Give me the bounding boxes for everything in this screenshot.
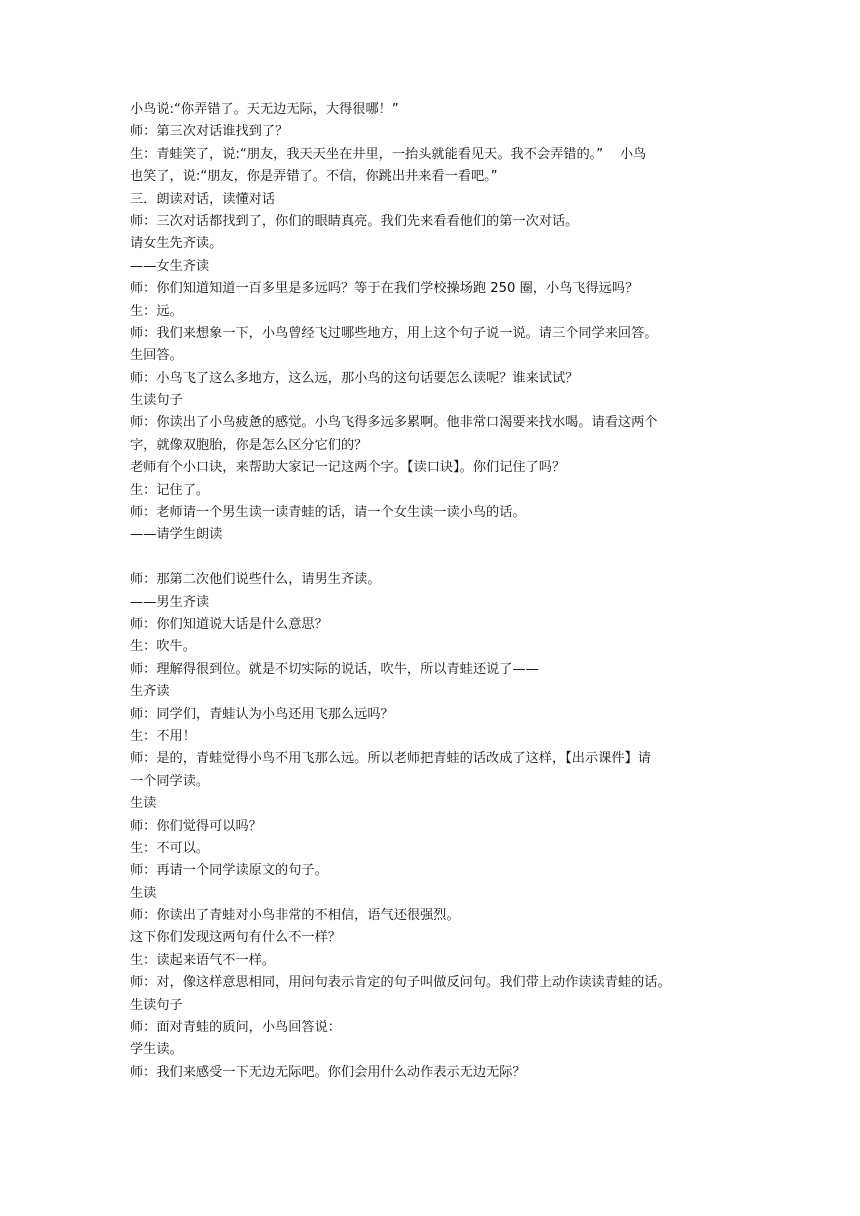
text-line: 师：你读出了青蛙对小鸟非常的不相信，语气还很强烈。 [130,908,460,924]
text-line: 生回答。 [130,348,183,364]
text-line: 也笑了，说:“朋友，你是弄错了。不信，你跳出井来看一看吧。” [130,169,498,185]
text-line: 生：读起来语气不一样。 [130,952,276,968]
text-line: 师：我们来想象一下，小鸟曾经飞过哪些地方，用上这个句子说一说。请三个同学来回答。 [130,325,658,341]
text-line: 生：不用！ [130,728,196,744]
section-heading: 三．朗读对话，读懂对话 [130,191,276,207]
text-line: 师：第三次对话谁找到了？ [130,124,289,140]
text-line: 小鸟说:“你弄错了。天无边无际，大得很哪！” [130,102,399,117]
text-line: 生齐读 [130,684,170,700]
text-line: 生读句子 [130,393,183,409]
text-line: 生读句子 [130,997,183,1013]
text-line: 师：你们知道说大话是什么意思？ [130,616,328,632]
text-line: 生：青蛙笑了，说:“朋友，我天天坐在井里，一抬头就能看见天。我不会弄错的。” 小鸟 [130,146,647,162]
text-line: 师：我们来感受一下无边无际吧。你们会用什么动作表示无边无际？ [130,1064,526,1080]
document-body [130,99,740,1084]
text-line: 师：那第二次他们说些什么，请男生齐读。 [130,572,381,588]
text-line: 师：你读出了小鸟疲惫的感觉。小鸟飞得多远多累啊。他非常口渴要来找水喝。请看这两个 [130,415,658,431]
text-line: 师：你们知道知道一百多里是多远吗？等于在我们学校操场跑 250 圈，小鸟飞得远吗？ [130,281,639,297]
text-line: 师：小鸟飞了这么多地方，这么远，那小鸟的这句话要怎么读呢？谁来试试？ [130,370,579,386]
text-line: 师：理解得很到位。就是不切实际的说话，吹牛，所以青蛙还说了—— [130,661,539,677]
text-line: 老师有个小口诀，来帮助大家记一记这两个字。【读口诀】。你们记住了吗？ [130,460,566,476]
text-line: 字，就像双胞胎，你是怎么区分它们的？ [130,437,368,453]
text-line: 一个同学读。 [130,773,210,789]
text-line: 请女生先齐读。 [130,236,223,252]
text-line: 师：再请一个同学读原文的句子。 [130,863,328,879]
text-line: 生：吹牛。 [130,639,196,655]
text-line: 生：记住了。 [130,482,210,498]
text-line: 生：远。 [130,303,183,319]
blank-line [130,547,740,569]
text-line: ——请学生朗读 [130,527,223,543]
text-line: 师：三次对话都找到了，你们的眼睛真亮。我们先来看看他们的第一次对话。 [130,213,579,229]
text-line: ——女生齐读 [130,258,210,274]
text-line: 师：同学们，青蛙认为小鸟还用飞那么远吗？ [130,706,394,722]
text-line: 师：面对青蛙的质问，小鸟回答说： [130,1020,341,1036]
text-line: 生读 [130,796,157,812]
text-line: 师：老师请一个男生读一读青蛙的话，请一个女生读一读小鸟的话。 [130,505,526,521]
text-line: ——男生齐读 [130,594,210,610]
text-line: 学生读。 [130,1042,183,1058]
text-line: 师：是的，青蛙觉得小鸟不用飞那么远。所以老师把青蛙的话改成了这样，【出示课件】请 [130,751,651,767]
text-line: 师：你们觉得可以吗？ [130,818,262,834]
text-line: 生：不可以。 [130,840,210,856]
text-line: 师：对，像这样意思相同，用问句表示肯定的句子叫做反问句。我们带上动作读读青蛙的话。 [130,975,671,991]
text-line: 生读 [130,885,157,901]
text-line: 这下你们发现这两句有什么不一样？ [130,930,341,946]
